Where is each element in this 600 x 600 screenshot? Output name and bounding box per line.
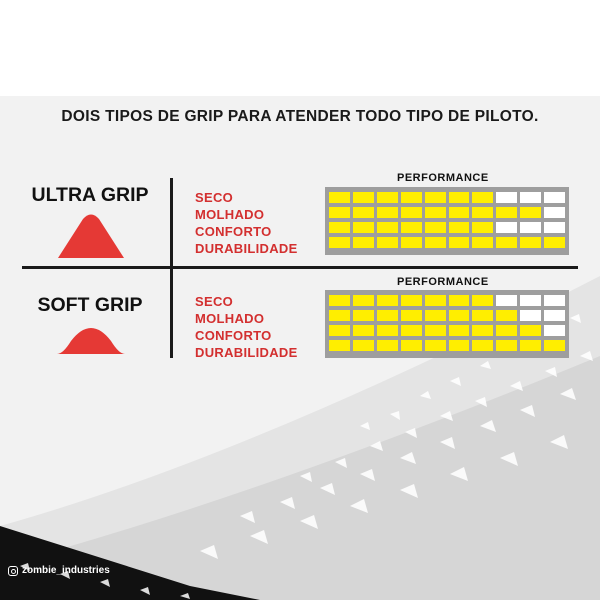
performance-bar-row <box>329 237 565 248</box>
performance-bar-row <box>329 310 565 321</box>
performance-segment <box>520 237 541 248</box>
performance-segment <box>353 192 374 203</box>
performance-segment <box>449 207 470 218</box>
performance-segment <box>449 325 470 336</box>
horizontal-divider <box>22 266 578 269</box>
metric-label: CONFORTO <box>195 328 272 343</box>
performance-segment <box>449 222 470 233</box>
soft-performance-meter <box>325 290 569 358</box>
performance-segment <box>472 295 493 306</box>
performance-bar-row <box>329 340 565 351</box>
performance-segment <box>472 325 493 336</box>
performance-segment <box>329 325 350 336</box>
performance-label: PERFORMANCE <box>397 276 489 288</box>
performance-segment <box>520 310 541 321</box>
watermark <box>8 565 110 576</box>
performance-segment <box>449 192 470 203</box>
performance-segment <box>401 222 422 233</box>
performance-segment <box>401 207 422 218</box>
performance-segment <box>520 295 541 306</box>
ultra-performance-meter <box>325 187 569 255</box>
performance-segment <box>353 207 374 218</box>
performance-segment <box>401 192 422 203</box>
headline: DOIS TIPOS DE GRIP PARA ATENDER TODO TIPO DE PILOTO. <box>61 108 539 125</box>
performance-segment <box>544 222 565 233</box>
watermark-handle: zombie_industries <box>22 565 110 576</box>
performance-segment <box>425 222 446 233</box>
soft-grip-title: SOFT GRIP <box>37 294 143 316</box>
performance-segment <box>425 340 446 351</box>
performance-segment <box>329 340 350 351</box>
performance-segment <box>425 295 446 306</box>
ultra-grip-title: ULTRA GRIP <box>31 184 149 206</box>
performance-segment <box>520 222 541 233</box>
performance-segment <box>496 340 517 351</box>
performance-segment <box>377 310 398 321</box>
performance-bar-row <box>329 207 565 218</box>
performance-segment <box>544 237 565 248</box>
metric-label: SECO <box>195 294 234 309</box>
performance-segment <box>425 310 446 321</box>
performance-segment <box>496 325 517 336</box>
performance-segment <box>353 310 374 321</box>
performance-segment <box>496 295 517 306</box>
performance-segment <box>353 340 374 351</box>
performance-segment <box>544 310 565 321</box>
performance-bar-row <box>329 192 565 203</box>
performance-segment <box>472 340 493 351</box>
metric-label: CONFORTO <box>195 224 272 239</box>
performance-segment <box>544 192 565 203</box>
performance-label: PERFORMANCE <box>397 172 489 184</box>
performance-segment <box>520 340 541 351</box>
performance-segment <box>449 295 470 306</box>
instagram-icon <box>8 566 18 576</box>
performance-segment <box>377 237 398 248</box>
performance-segment <box>377 295 398 306</box>
performance-segment <box>401 310 422 321</box>
performance-segment <box>329 310 350 321</box>
performance-segment <box>401 295 422 306</box>
performance-segment <box>425 237 446 248</box>
performance-segment <box>353 295 374 306</box>
performance-segment <box>544 325 565 336</box>
performance-segment <box>496 207 517 218</box>
performance-segment <box>329 222 350 233</box>
performance-bar-row <box>329 295 565 306</box>
performance-bar-row <box>329 325 565 336</box>
performance-segment <box>520 192 541 203</box>
performance-segment <box>496 237 517 248</box>
performance-segment <box>472 310 493 321</box>
performance-segment <box>353 222 374 233</box>
performance-segment <box>377 192 398 203</box>
performance-segment <box>472 207 493 218</box>
performance-segment <box>353 237 374 248</box>
performance-segment <box>329 295 350 306</box>
metric-label: DURABILIDADE <box>195 241 298 256</box>
performance-segment <box>496 192 517 203</box>
performance-segment <box>472 192 493 203</box>
performance-segment <box>377 222 398 233</box>
performance-segment <box>401 340 422 351</box>
performance-segment <box>425 207 446 218</box>
metric-label: MOLHADO <box>195 311 265 326</box>
performance-segment <box>544 207 565 218</box>
performance-segment <box>449 237 470 248</box>
performance-segment <box>425 192 446 203</box>
performance-segment <box>377 325 398 336</box>
performance-segment <box>472 237 493 248</box>
performance-segment <box>520 207 541 218</box>
performance-segment <box>353 325 374 336</box>
performance-segment <box>449 310 470 321</box>
ultra-metric-labels <box>195 189 298 257</box>
performance-segment <box>377 340 398 351</box>
performance-segment <box>496 310 517 321</box>
performance-segment <box>401 237 422 248</box>
performance-segment <box>496 222 517 233</box>
performance-bar-row <box>329 222 565 233</box>
performance-segment <box>449 340 470 351</box>
performance-segment <box>520 325 541 336</box>
performance-segment <box>329 192 350 203</box>
performance-segment <box>425 325 446 336</box>
performance-segment <box>544 295 565 306</box>
ultra-grip-profile-icon <box>58 213 124 259</box>
soft-grip-profile-icon <box>57 323 125 355</box>
performance-segment <box>544 340 565 351</box>
performance-segment <box>329 207 350 218</box>
metric-label: MOLHADO <box>195 207 265 222</box>
performance-segment <box>329 237 350 248</box>
performance-segment <box>472 222 493 233</box>
metric-label: SECO <box>195 190 234 205</box>
performance-segment <box>377 207 398 218</box>
metric-label: DURABILIDADE <box>195 345 298 360</box>
soft-metric-labels <box>195 293 298 361</box>
performance-segment <box>401 325 422 336</box>
